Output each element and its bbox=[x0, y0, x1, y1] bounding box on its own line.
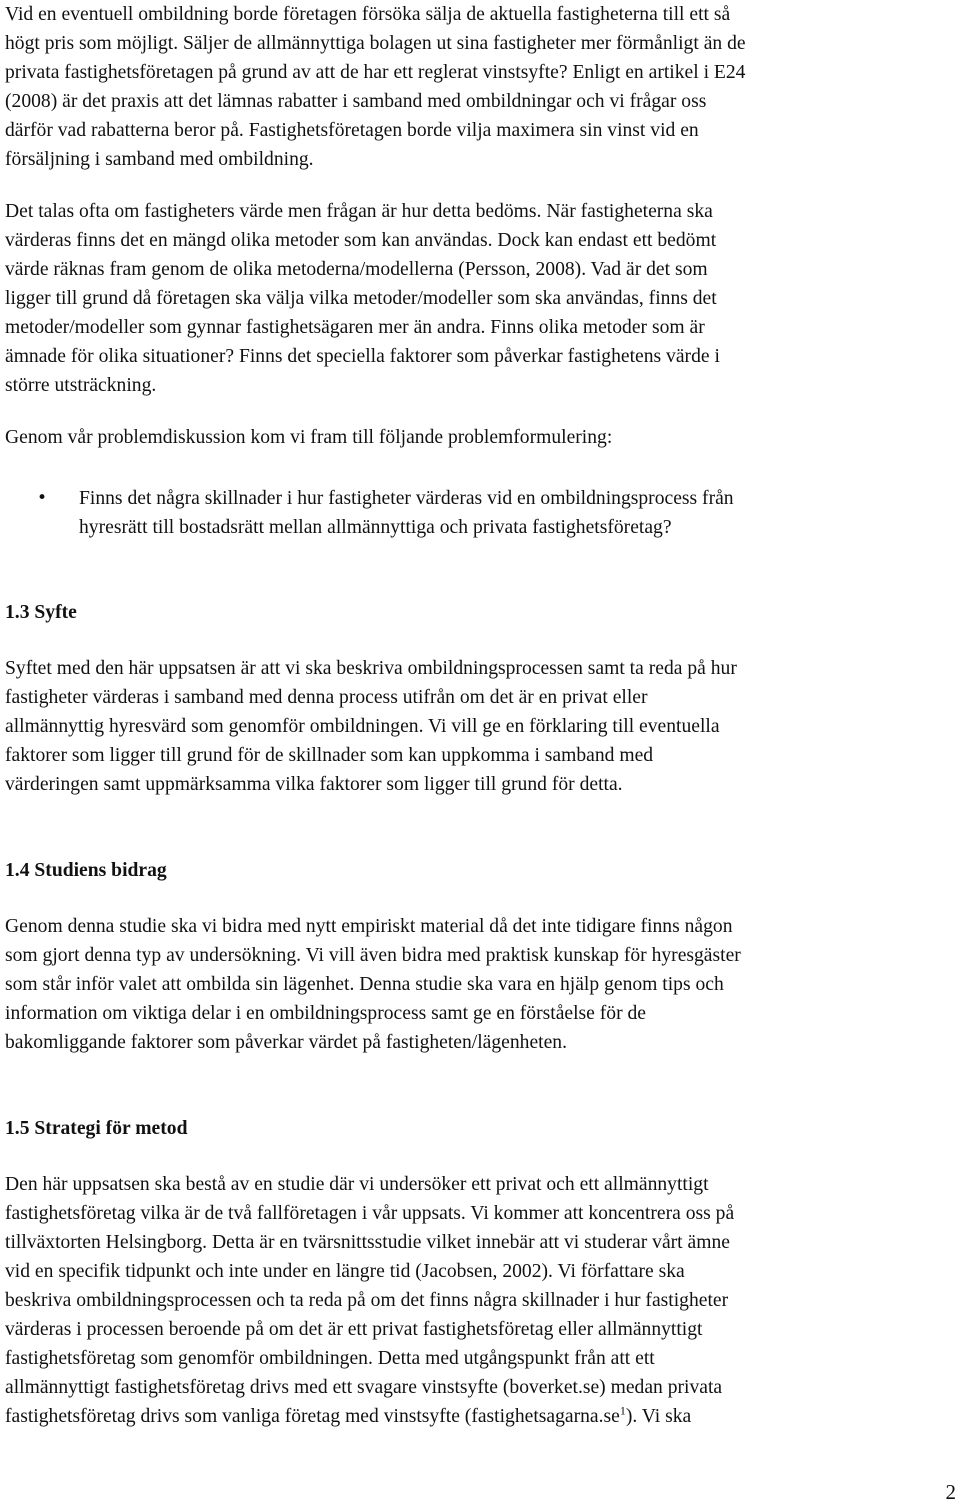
spacer bbox=[5, 799, 950, 856]
spacer bbox=[5, 542, 950, 598]
section-heading-syfte: 1.3 Syfte bbox=[5, 602, 77, 623]
bullet-icon: • bbox=[36, 488, 48, 508]
problem-statement-text: Finns det några skillnader i hur fastigheter värderas vid en ombildningsprocess från hyresrätt till bostadsrätt mellan allmännyttiga och privata fastighetsföretag? bbox=[79, 488, 734, 538]
section-body-syfte: Syftet med den här uppsatsen är att vi ska beskriva ombildningsprocessen samt ta reda på hur fastigheter värderas i samband med denna process utifrån om det är en privat eller allmännyttig hyresvärd som genomför ombildningen. Vi vill ge en förklaring till eventuella faktorer som ligger till grund för de skillnader som kan uppkomma i samband med värderingen samt uppmärksamma vilka faktorer som ligger till grund för detta. bbox=[5, 658, 737, 795]
spacer bbox=[5, 885, 950, 912]
section-body-strategi bbox=[5, 1170, 950, 1431]
section-body-strategi-tail: ). Vi ska bbox=[625, 1406, 692, 1427]
footnote-reference[interactable]: 1 bbox=[619, 1403, 626, 1418]
section-heading-bidrag: 1.4 Studiens bidrag bbox=[5, 860, 167, 881]
spacer bbox=[5, 1143, 950, 1170]
paragraph-valuation: Det talas ofta om fastigheters värde men frågan är hur detta bedöms. När fastigheterna ska värderas finns det en mängd olika metoder som kan användas. Dock kan endast ett bedömt värde räknas fram genom de olika metoderna/modellerna (Persson, 2008). Vad är det som ligger till grund då företagen ska välja vilka metoder/modeller som ska användas, finns det metoder/modeller som gynnar fastighetsägaren mer än andra. Finns olika metoder som är ämnade för olika situationer? Finns det speciella faktorer som påverkar fastighetens värde i större utsträckning. bbox=[5, 201, 720, 396]
paragraph-problem-lead: Genom vår problemdiskussion kom vi fram till följande problemformulering: bbox=[5, 427, 613, 448]
spacer bbox=[5, 452, 950, 484]
section-body-bidrag: Genom denna studie ska vi bidra med nytt empiriskt material då det inte tidigare finns någon som gjort denna typ av undersökning. Vi vill även bidra med praktisk kunskap för hyresgäster som står inför valet att ombilda sin lägenhet. Denna studie ska vara en hjälp genom tips och information om viktiga delar i en ombildningsprocess samt ge en förståelse för de bakomliggande faktorer som påverkar värdet på fastigheten/lägenheten. bbox=[5, 916, 741, 1053]
section-heading-strategi: 1.5 Strategi för metod bbox=[5, 1118, 188, 1139]
document-page bbox=[5, 0, 950, 1431]
spacer bbox=[5, 1057, 950, 1114]
spacer bbox=[5, 627, 950, 654]
section-body-strategi-text: Den här uppsatsen ska bestå av en studie där vi undersöker ett privat och ett allmännyttigt fastighetsföretag vilka är de två fallföretagen i vår uppsats. Vi kommer att koncentrera oss på tillväxtorten Helsingborg. Detta är en tvärsnittsstudie vilket innebär att vi studerar vårt ämne vid en specifik tidpunkt och inte under en längre tid (Jacobsen, 2002). Vi författare ska beskriva ombildningsprocessen och ta reda på om det finns några skillnader i hur fastigheter värderas i processen beroende på om det är ett privat fastighetsföretag eller allmännyttigt fastighetsföretag som genomför ombildningen. Detta med utgångspunkt från att ett allmännyttigt fastighetsföretag drivs med ett svagare vinstsyfte (boverket.se) medan privata fastighetsföretag drivs som vanliga företag med vinstsyfte (fastighetsagarna.se bbox=[5, 1174, 735, 1427]
problem-statement-bullet bbox=[5, 484, 950, 542]
spacer bbox=[5, 400, 950, 423]
paragraph-intro: Vid en eventuell ombildning borde företagen försöka sälja de aktuella fastigheterna till ett så högt pris som möjligt. Säljer de allmännyttiga bolagen ut sina fastigheter mer förmånligt än de privata fastighetsföretagen på grund av att de har ett reglerat vinstsyfte? Enligt en artikel i E24 (2008) är det praxis att det lämnas rabatter i samband med ombildningar och vi frågar oss därför vad rabatterna beror på. Fastighetsföretagen borde vilja maximera sin vinst vid en försäljning i samband med ombildning. bbox=[5, 4, 746, 170]
spacer bbox=[5, 174, 950, 197]
page-number: 2 bbox=[945, 1480, 956, 1504]
